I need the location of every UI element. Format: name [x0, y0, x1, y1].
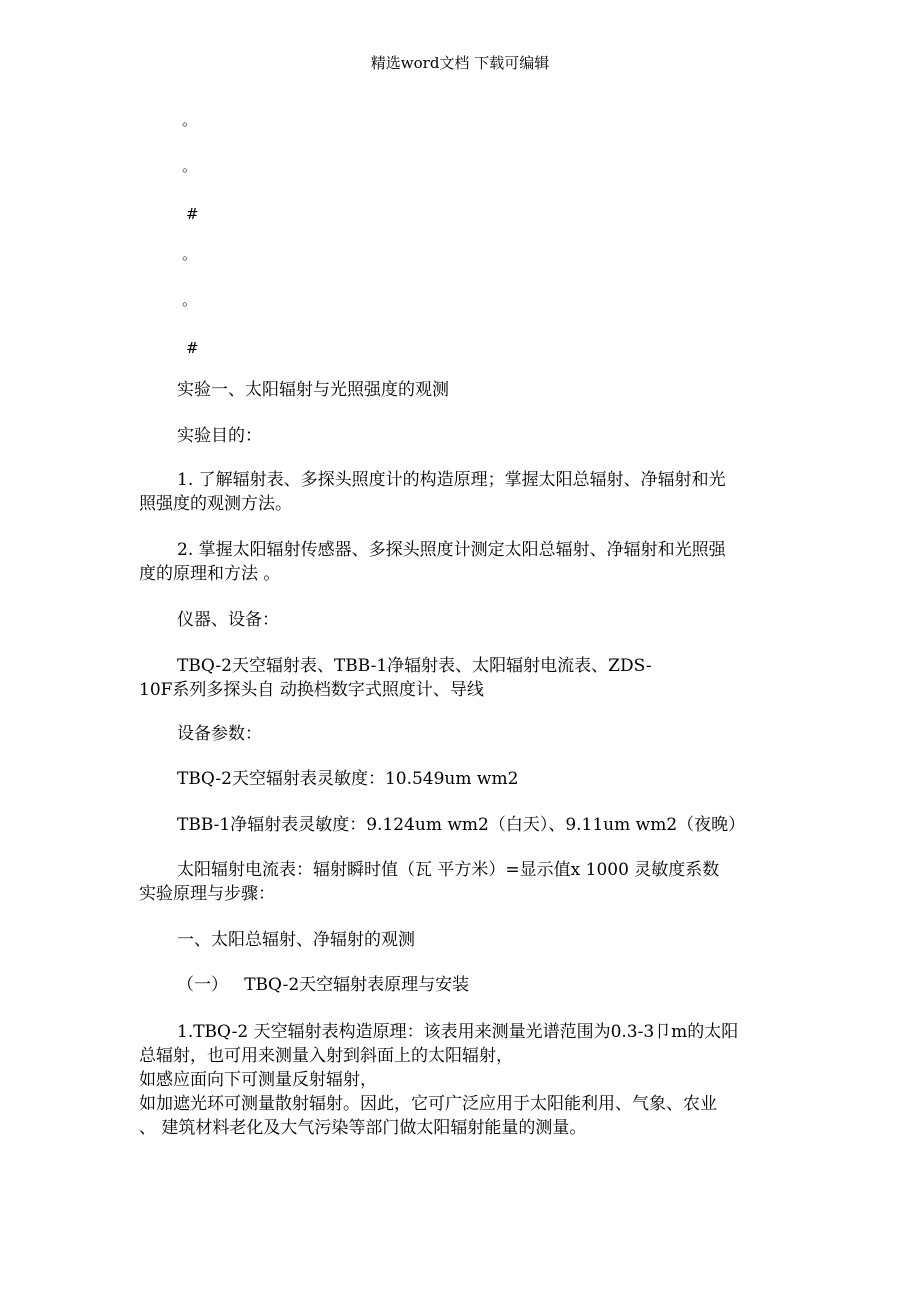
purpose-item-2-cont: 度的原理和方法 。 — [139, 564, 281, 584]
instruments-list-cont: 10F系列多探头自 动换档数字式照度计、导线 — [139, 680, 484, 700]
params-heading: 设备参数： — [177, 724, 262, 744]
subsection-heading: （一） TBQ-2天空辐射表原理与安装 — [177, 975, 470, 995]
principle-paragraph: 1.TBQ-2 天空辐射表构造原理：该表用来测量光谱范围为0.3-3卩m的太阳 — [177, 1022, 739, 1042]
param-tbb1: TBB-1净辐射表灵敏度：9.124um wm2（白天）、9.11um wm2（夜晚） — [177, 815, 746, 835]
principle-paragraph-cont: 如感应面向下可测量反射辐射， — [139, 1070, 377, 1090]
page-header: 精选word文档 下载可编辑 — [370, 54, 550, 72]
purpose-item-1: 1. 了解辐射表、多探头照度计的构造原理；掌握太阳总辐射、净辐射和光 — [177, 470, 726, 490]
marker: 。 — [182, 111, 198, 129]
section-heading: 一、太阳总辐射、净辐射的观测 — [177, 930, 415, 950]
marker: 。 — [182, 291, 198, 309]
marker: # — [186, 339, 199, 357]
marker: # — [186, 205, 199, 223]
purpose-heading: 实验目的： — [177, 426, 262, 446]
marker: 。 — [182, 157, 198, 175]
instruments-list: TBQ-2天空辐射表、TBB-1净辐射表、太阳辐射电流表、ZDS- — [177, 656, 652, 676]
param-tbq2: TBQ-2天空辐射表灵敏度：10.549um wm2 — [177, 769, 519, 789]
principle-heading: 实验原理与步骤： — [139, 884, 275, 904]
principle-paragraph-cont: 总辐射，也可用来测量入射到斜面上的太阳辐射， — [139, 1046, 513, 1066]
principle-paragraph-cont: 如加遮光环可测量散射辐射。因此，它可广泛应用于太阳能利用、气象、农业 — [139, 1094, 717, 1114]
purpose-item-1-cont: 照强度的观测方法。 — [139, 494, 292, 514]
instruments-heading: 仪器、设备： — [177, 610, 279, 630]
param-current-meter: 太阳辐射电流表：辐射瞬时值（瓦 平方米）=显示值x 1000 灵敏度系数 — [177, 860, 720, 880]
purpose-item-2: 2. 掌握太阳辐射传感器、多探头照度计测定太阳总辐射、净辐射和光照强 — [177, 540, 726, 560]
experiment-title: 实验一、太阳辐射与光照强度的观测 — [177, 380, 449, 400]
principle-paragraph-cont: 、 建筑材料老化及大气污染等部门做太阳辐射能量的测量。 — [139, 1118, 587, 1138]
marker: 。 — [182, 245, 198, 263]
